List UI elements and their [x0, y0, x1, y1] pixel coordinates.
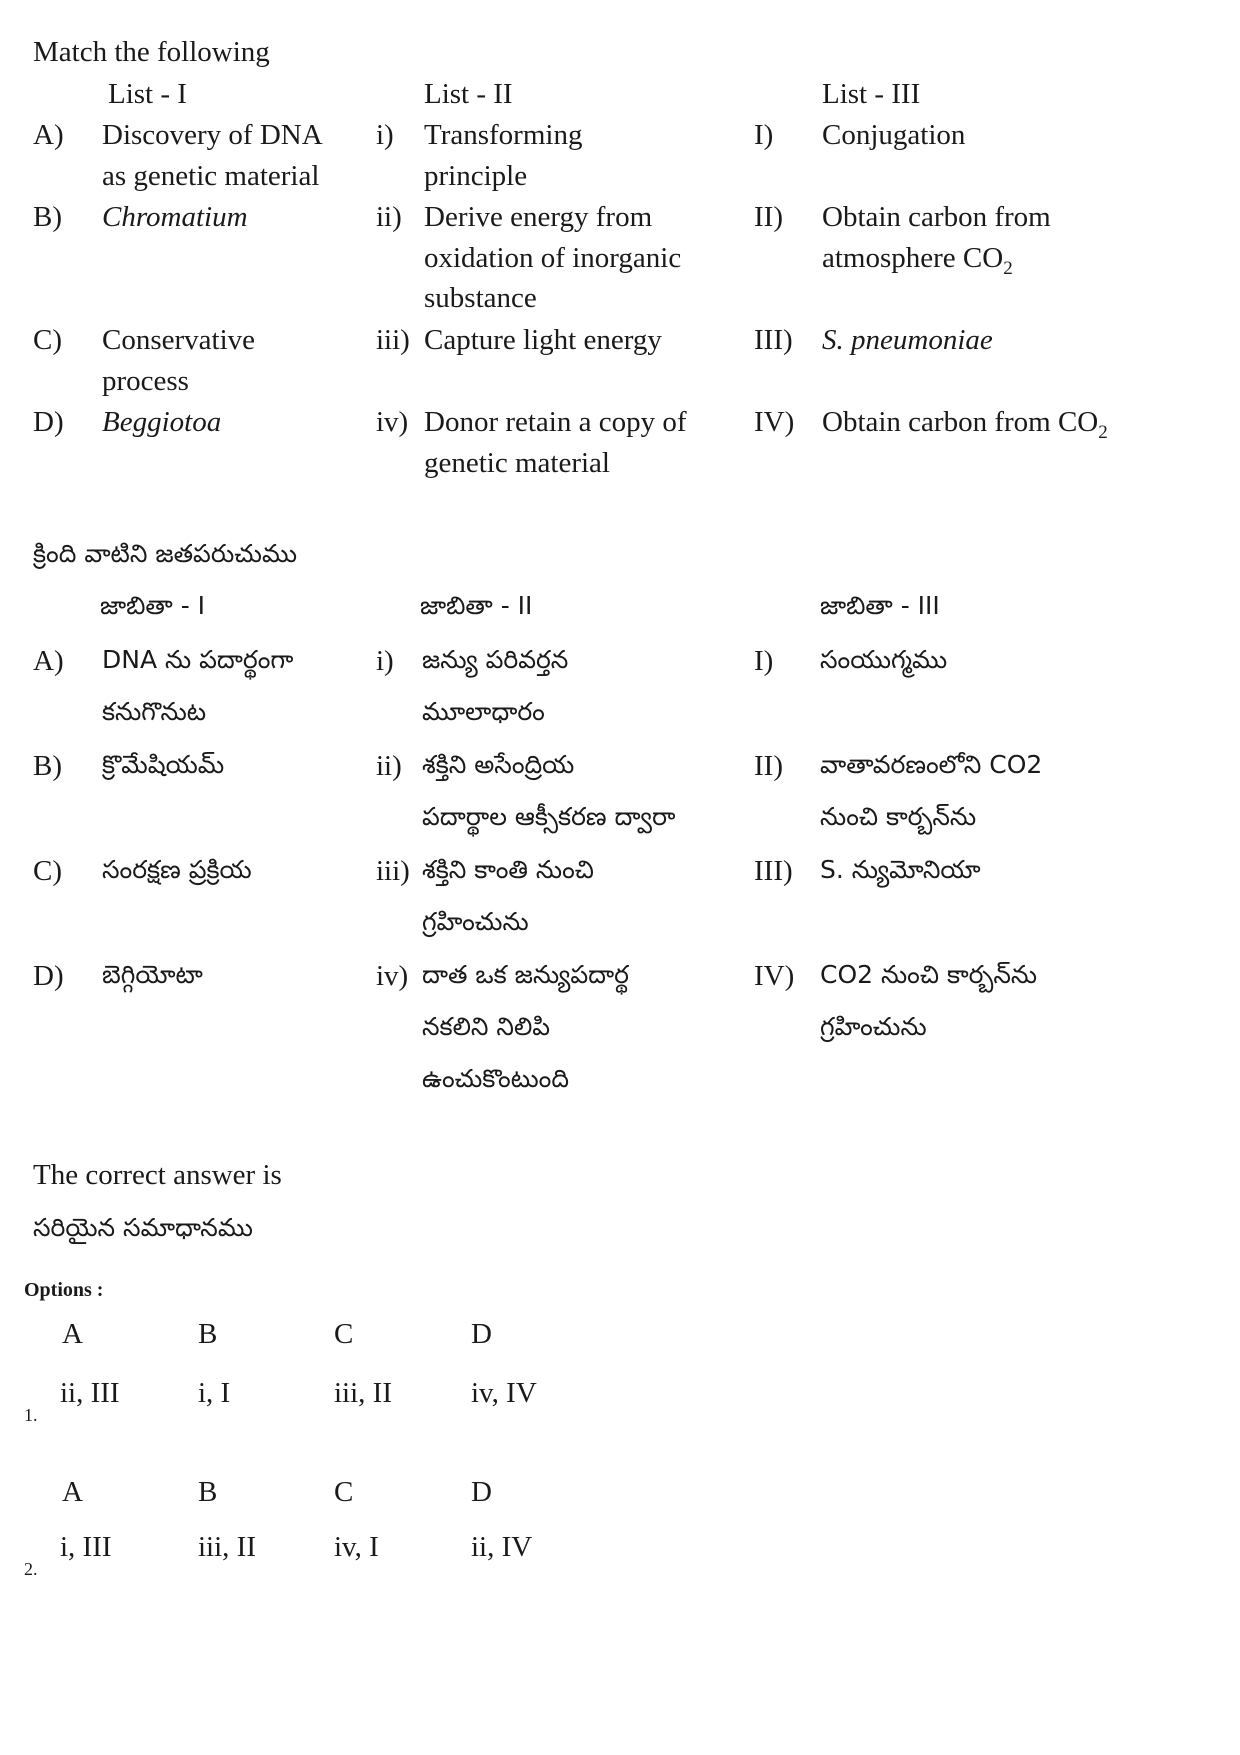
option-1-header-a: A [62, 1318, 83, 1350]
te-row-b-mark: B) [33, 750, 62, 782]
te-list-header-1: జాబితా - I [100, 591, 206, 620]
row-a-col1-line1: Discovery of DNA [102, 119, 323, 151]
te-row-d-col2-line3: ఉంచుకొంటుంది [422, 1064, 569, 1093]
instruction-te: క్రింది వాటిని జతపరుచుము [33, 539, 298, 568]
te-row-c-col3-mark: III) [754, 855, 793, 887]
te-row-d-col2-line2: నకలిని నిలిపి [422, 1012, 551, 1041]
te-row-a-col2-line2: మూలాధారం [422, 697, 545, 726]
option-1-value-a: ii, III [60, 1377, 120, 1409]
te-row-c-col2-line1: శక్తిని కాంతి నుంచి [422, 855, 594, 884]
row-a-col3-line1: Conjugation [822, 119, 966, 151]
row-b-col2-line2: oxidation of inorganic [424, 242, 682, 274]
row-c-col1-line2: process [102, 365, 189, 397]
te-row-b-col2-line2: పదార్థాల ఆక్సీకరణ ద్వారా [422, 802, 676, 831]
row-b-col2-line3: substance [424, 282, 537, 314]
te-row-b-col2-line1: శక్తిని అసేంద్రియ [422, 750, 575, 779]
option-2-number: 2. [24, 1559, 38, 1579]
te-list-header-3: జాబితా - III [820, 591, 940, 620]
list-header-3: List - III [822, 78, 921, 110]
options-label: Options : [24, 1279, 104, 1301]
option-2-value-d: ii, IV [471, 1531, 533, 1563]
option-2-value-b: iii, II [198, 1531, 256, 1563]
te-row-b-col3-line1: వాతావరణంలోని CO2 [820, 750, 1043, 779]
te-row-c-col1-line1: సంరక్షణ ప్రక్రియ [102, 855, 252, 884]
list-header-2: List - II [424, 78, 513, 110]
option-2-header-d: D [471, 1476, 492, 1508]
row-b-col3-line1: Obtain carbon from [822, 201, 1051, 233]
te-row-d-col3-mark: IV) [754, 960, 795, 992]
option-2-value-a: i, III [60, 1531, 112, 1563]
te-row-a-col1-line2: కనుగొనుట [102, 697, 207, 726]
te-row-a-col2-mark: i) [376, 645, 394, 677]
prompt-te: సరియైన సమాధానము [33, 1213, 253, 1242]
te-row-d-col1-line1: బెగ్గియోటా [102, 960, 203, 989]
row-a-col2-line2: principle [424, 160, 528, 192]
row-c-col2-mark: iii) [376, 324, 410, 356]
option-1-number: 1. [24, 1405, 38, 1425]
row-c-col3-mark: III) [754, 324, 793, 356]
row-b-col2-mark: ii) [376, 201, 402, 233]
te-row-d-col3-line1: CO2 నుంచి కార్బన్‌ను [820, 960, 1038, 989]
te-row-a-col1-line1: DNA ను పదార్థంగా [102, 645, 294, 674]
te-row-b-col2-mark: ii) [376, 750, 402, 782]
option-2-header-a: A [62, 1476, 83, 1508]
row-c-col3-line1: S. pneumoniae [822, 324, 993, 356]
row-d-col2-line1: Donor retain a copy of [424, 406, 687, 438]
te-row-b-col3-mark: II) [754, 750, 783, 782]
row-b-col3-mark: II) [754, 201, 783, 233]
te-row-a-col3-mark: I) [754, 645, 774, 677]
row-d-col3-mark: IV) [754, 406, 795, 438]
row-d-col2-line2: genetic material [424, 447, 610, 479]
option-1-value-d: iv, IV [471, 1377, 537, 1409]
option-1-header-b: B [198, 1318, 218, 1350]
option-2-header-c: C [334, 1476, 354, 1508]
te-row-c-col2-mark: iii) [376, 855, 410, 887]
te-list-header-2: జాబితా - II [420, 591, 533, 620]
option-2-header-b: B [198, 1476, 218, 1508]
te-row-c-col3-line1: S. న్యుమోనియా [820, 855, 981, 884]
row-a-col3-mark: I) [754, 119, 774, 151]
instruction-en: Match the following [33, 36, 270, 68]
row-a-col2-mark: i) [376, 119, 394, 151]
te-row-a-mark: A) [33, 645, 64, 677]
te-row-d-col2-line1: దాత ఒక జన్యుపదార్థ [422, 960, 629, 989]
te-row-d-mark: D) [33, 960, 64, 992]
row-d-col2-mark: iv) [376, 406, 409, 438]
option-1-header-c: C [334, 1318, 354, 1350]
option-1-value-b: i, I [198, 1377, 231, 1409]
te-row-d-col2-mark: iv) [376, 960, 409, 992]
te-row-d-col3-line2: గ్రహించును [820, 1012, 927, 1041]
te-row-b-col1-line1: క్రొమేషియమ్ [102, 750, 225, 779]
row-a-col2-line1: Transforming [424, 119, 583, 151]
row-b-col3-line2: atmosphere $CO_2$ [822, 242, 1013, 279]
option-2-value-c: iv, I [334, 1531, 379, 1563]
row-d-col1-line1: Beggiotoa [102, 406, 222, 438]
row-a-col1-line2: as genetic material [102, 160, 320, 192]
row-c-col1-line1: Conservative [102, 324, 256, 356]
row-b-col1-line1: Chromatium [102, 201, 248, 233]
prompt-en: The correct answer is [33, 1159, 282, 1191]
row-d-mark: D) [33, 406, 64, 438]
row-c-mark: C) [33, 324, 62, 356]
te-row-c-mark: C) [33, 855, 62, 887]
row-a-mark: A) [33, 119, 64, 151]
option-1-header-d: D [471, 1318, 492, 1350]
te-row-a-col3-line1: సంయుగ్మము [820, 645, 948, 674]
row-b-col2-line1: Derive energy from [424, 201, 653, 233]
te-row-b-col3-line2: నుంచి కార్బన్‌ను [820, 802, 977, 831]
list-header-1: List - I [108, 78, 187, 110]
te-row-a-col2-line1: జన్యు పరివర్తన [422, 645, 569, 674]
te-row-c-col2-line2: గ్రహించును [422, 907, 529, 936]
row-d-col3-line1: Obtain carbon from $CO_2$ [822, 406, 1108, 443]
option-1-value-c: iii, II [334, 1377, 392, 1409]
row-c-col2-line1: Capture light energy [424, 324, 662, 356]
row-b-mark: B) [33, 201, 62, 233]
